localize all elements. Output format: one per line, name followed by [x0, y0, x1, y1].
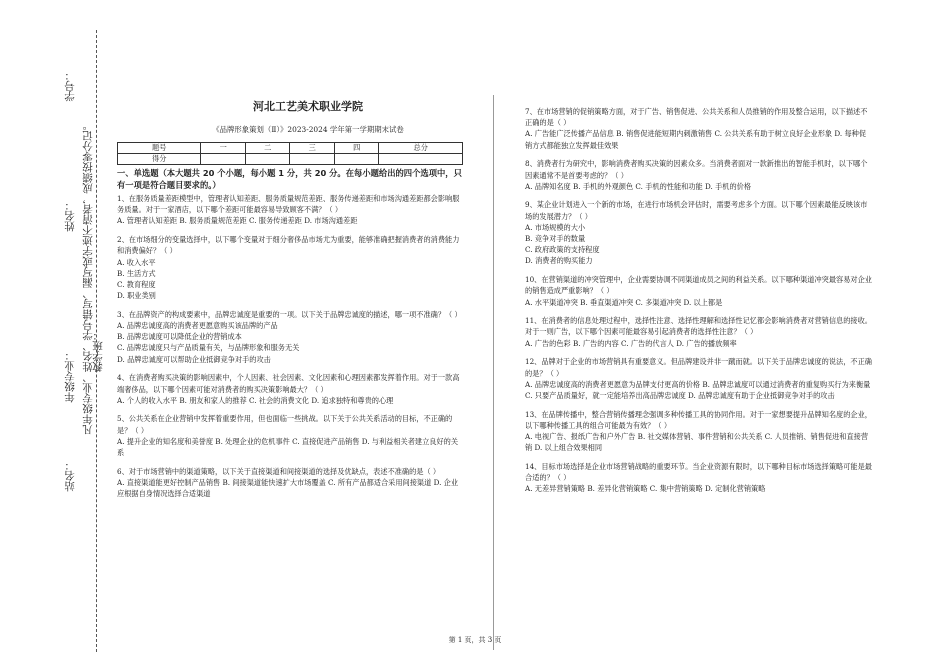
question-item — [525, 356, 873, 401]
score-cell: 三 — [290, 143, 335, 154]
school-name: 河北工艺美术职业学院 — [253, 100, 363, 113]
left-question-list — [117, 193, 463, 499]
score-input-cell[interactable] — [334, 154, 379, 165]
question-stem: 1、在服务质量差距模型中，管理者认知差距、服务质量规范差距、服务传递差距和市场沟通差距都会影响服务质量。对于一家酒店，以下哪个差距可能最容易导致顾客不满？（ ） — [117, 194, 460, 215]
question-option: A. 个人的收入水平 B. 朋友和家人的推荐 C. 社会的消费文化 D. 追求独特和尊贵的心理 — [117, 395, 394, 405]
question-item — [117, 193, 463, 227]
question-stem: 12、品牌对于企业的市场营销具有重要意义。但品牌建设并非一蹴而就。以下关于品牌忠诚度的说法，不正确的是？（ ） — [525, 357, 872, 378]
question-item — [117, 372, 463, 406]
question-option: A. 收入水平 — [117, 257, 156, 267]
question-stem: 13、在品牌传播中，整合营销传播理念强调多种传播工具的协同作用。对于一家想要提升品牌知名度的企业，以下哪种传播工具的组合可能最为有效？（ ） — [525, 409, 872, 430]
question-option: A. 直接渠道能更好控制产品销售 B. 间接渠道能快速扩大市场覆盖 C. 所有产品都适合采用间接渠道 D. 企业应根据自身情况选择合适渠道 — [117, 477, 459, 499]
question-option: A. 水平渠道冲突 B. 垂直渠道冲突 C. 多渠道冲突 D. 以上都是 — [525, 297, 723, 307]
score-cell: 得分 — [118, 154, 201, 165]
score-input-cell[interactable] — [201, 154, 246, 165]
score-input-cell[interactable] — [379, 154, 463, 165]
score-table-score-row — [118, 154, 463, 165]
score-cell: 总分 — [379, 143, 463, 154]
question-item — [525, 106, 873, 151]
page-footer: 第 1 页，共 3 页 — [448, 636, 502, 644]
question-option: B. 竞争对手的数量 — [525, 234, 586, 244]
question-option: A. 电视广告、报纸广告和户外广告 B. 社交媒体营销、事件营销和公共关系 C. 人员推销、销售促进和直接营销 D. 以上组合效果相同 — [525, 432, 869, 453]
question-option: C. 教育程度 — [117, 279, 156, 289]
exam-title: 《品牌形象策划（Ⅱ）》2023-2024 学年第一学期期末试卷 — [212, 125, 404, 134]
binding-margin — [0, 0, 110, 672]
question-item — [525, 199, 873, 266]
score-table — [117, 142, 463, 165]
grade-major-label: 年级专业： — [64, 350, 76, 403]
question-item — [117, 413, 463, 458]
score-cell: 二 — [245, 143, 290, 154]
question-stem: 9、某企业计划进入一个新的市场，在进行市场机会评估时，需要考虑多个方面。以下哪个因素最能反映该市场的发展潜力？（ ） — [525, 200, 868, 221]
question-option: A. 品牌知名度 B. 手机的外观颜色 C. 手机的性能和功能 D. 手机的价格 — [525, 181, 752, 191]
question-item — [525, 315, 873, 349]
section-heading: 一、单选题（本大题共 20 个小题，每小题 1 分，共 20 分。在每小题给出的四个选项中，只有一项是符合题目要求的。） — [117, 168, 462, 190]
question-option: C. 政府政策的支持程度 — [525, 245, 600, 255]
name-label: 姓名： — [64, 200, 76, 232]
right-column — [525, 106, 873, 502]
question-item — [117, 466, 463, 500]
question-option: A. 品牌忠诚度高的消费者更愿意为品牌支付更高的价格 B. 品牌忠诚度可以通过消费者的重复购买行为来衡量 C. 只要产品质量好，就一定能培养出高品牌忠诚度 D. 品牌忠诚度有助于企业抵御竞争对手的攻击 — [525, 379, 871, 400]
question-item — [117, 309, 463, 365]
teaching-class-label: 教学班： — [92, 330, 104, 372]
question-item — [525, 158, 873, 192]
question-item — [525, 274, 873, 308]
right-question-list — [525, 106, 873, 495]
question-option: B. 生活方式 — [117, 268, 156, 278]
question-option: A. 市场规模的大小 — [525, 222, 586, 232]
question-option: A. 品牌忠诚度高的消费者更愿意购买该品牌的产品 — [117, 321, 278, 331]
question-stem: 7、在市场营销的促销策略方面，对于广告、销售促进、公共关系和人员推销的作用及整合运用，以下描述不正确的是（ ） — [525, 107, 868, 128]
left-column — [117, 167, 463, 507]
question-stem: 11、在消费者的信息处理过程中，选择性注意、选择性理解和选择性记忆都会影响消费者对营销信息的接收。对于一则广告，以下哪个因素可能最容易引起消费者的选择性注意？（ ） — [525, 316, 872, 337]
question-stem: 6、对于市场营销中的渠道策略，以下关于直接渠道和间接渠道的选择及优缺点，表述不准确的是（ ） — [117, 466, 441, 476]
score-input-cell[interactable] — [290, 154, 335, 165]
question-stem: 4、在消费者购买决策的影响因素中，个人因素、社会因素、文化因素和心理因素都发挥着作用。对于一款高端奢侈品，以下哪个因素可能对消费者的购买决策影响最大？（ ） — [117, 373, 460, 394]
question-stem: 3、在品牌资产的构成要素中，品牌忠诚度是重要的一项。以下关于品牌忠诚度的描述，哪一项不准确？（ ） — [117, 309, 462, 319]
question-option: C. 品牌忠诚度只与产品质量有关，与品牌形象和服务无关 — [117, 343, 300, 353]
score-cell: 四 — [334, 143, 379, 154]
question-option: D. 消费者的购买能力 — [525, 256, 593, 266]
question-option: B. 品牌忠诚度可以降低企业的营销成本 — [117, 332, 242, 342]
exam-site-label: 站名： — [64, 460, 76, 492]
question-item — [525, 461, 873, 495]
question-item — [117, 234, 463, 301]
question-option: A. 管理者认知差距 B. 服务质量规范差距 C. 服务传递差距 D. 市场沟通差距 — [117, 216, 358, 226]
question-option: A. 广告的色彩 B. 广告的内容 C. 广告的代言人 D. 广告的播放频率 — [525, 338, 737, 348]
score-table-header-row — [118, 143, 463, 154]
question-stem: 5、公共关系在企业营销中发挥着重要作用，但也面临一些挑战。以下关于公共关系活动的目标，不正确的是？（ ） — [117, 414, 453, 435]
student-id-label: 学号： — [64, 70, 76, 102]
question-stem: 2、在市场细分的变量选择中，以下哪个变量对于细分奢侈品市场尤为重要，能够准确把握消费者的消费能力和消费偏好？（ ） — [117, 235, 460, 256]
question-option: D. 品牌忠诚度可以帮助企业抵御竞争对手的攻击 — [117, 354, 271, 364]
question-item — [525, 409, 873, 454]
column-divider — [493, 95, 494, 650]
question-option: A. 提升企业的知名度和美誉度 B. 处理企业的危机事件 C. 直接促进产品销售 D. 与利益相关者建立良好的关系 — [117, 436, 459, 458]
binding-notice: 凡年级专业、姓名、学号错写、漏写或字迹不清者，成绩按零分记。 — [82, 120, 94, 435]
question-stem: 10、在营销渠道的冲突管理中，企业需要协调不同渠道成员之间的利益关系。以下哪种渠道冲突最容易对企业的销售造成严重影响？（ ） — [525, 275, 872, 296]
question-option: A. 广告能广泛传播产品信息 B. 销售促进能短期内刺激销售 C. 公共关系有助于树立良好企业形象 D. 每种促销方式都能独立发挥最佳效果 — [525, 129, 867, 150]
question-stem: 14、目标市场选择是企业市场营销战略的重要环节。当企业资源有限时，以下哪种目标市场选择策略可能是最合适的？（ ） — [525, 461, 872, 483]
score-cell: 题号 — [118, 143, 201, 154]
question-option: A. 无差异营销策略 B. 差异化营销策略 C. 集中营销策略 D. 定制化营销策略 — [525, 484, 766, 494]
score-input-cell[interactable] — [245, 154, 290, 165]
question-option: D. 职业类别 — [117, 291, 156, 301]
question-stem: 8、消费者行为研究中，影响消费者购买决策的因素众多。当消费者面对一款新推出的智能手机时，以下哪个因素通常不是首要考虑的？（ ） — [525, 159, 868, 180]
score-cell: 一 — [201, 143, 246, 154]
